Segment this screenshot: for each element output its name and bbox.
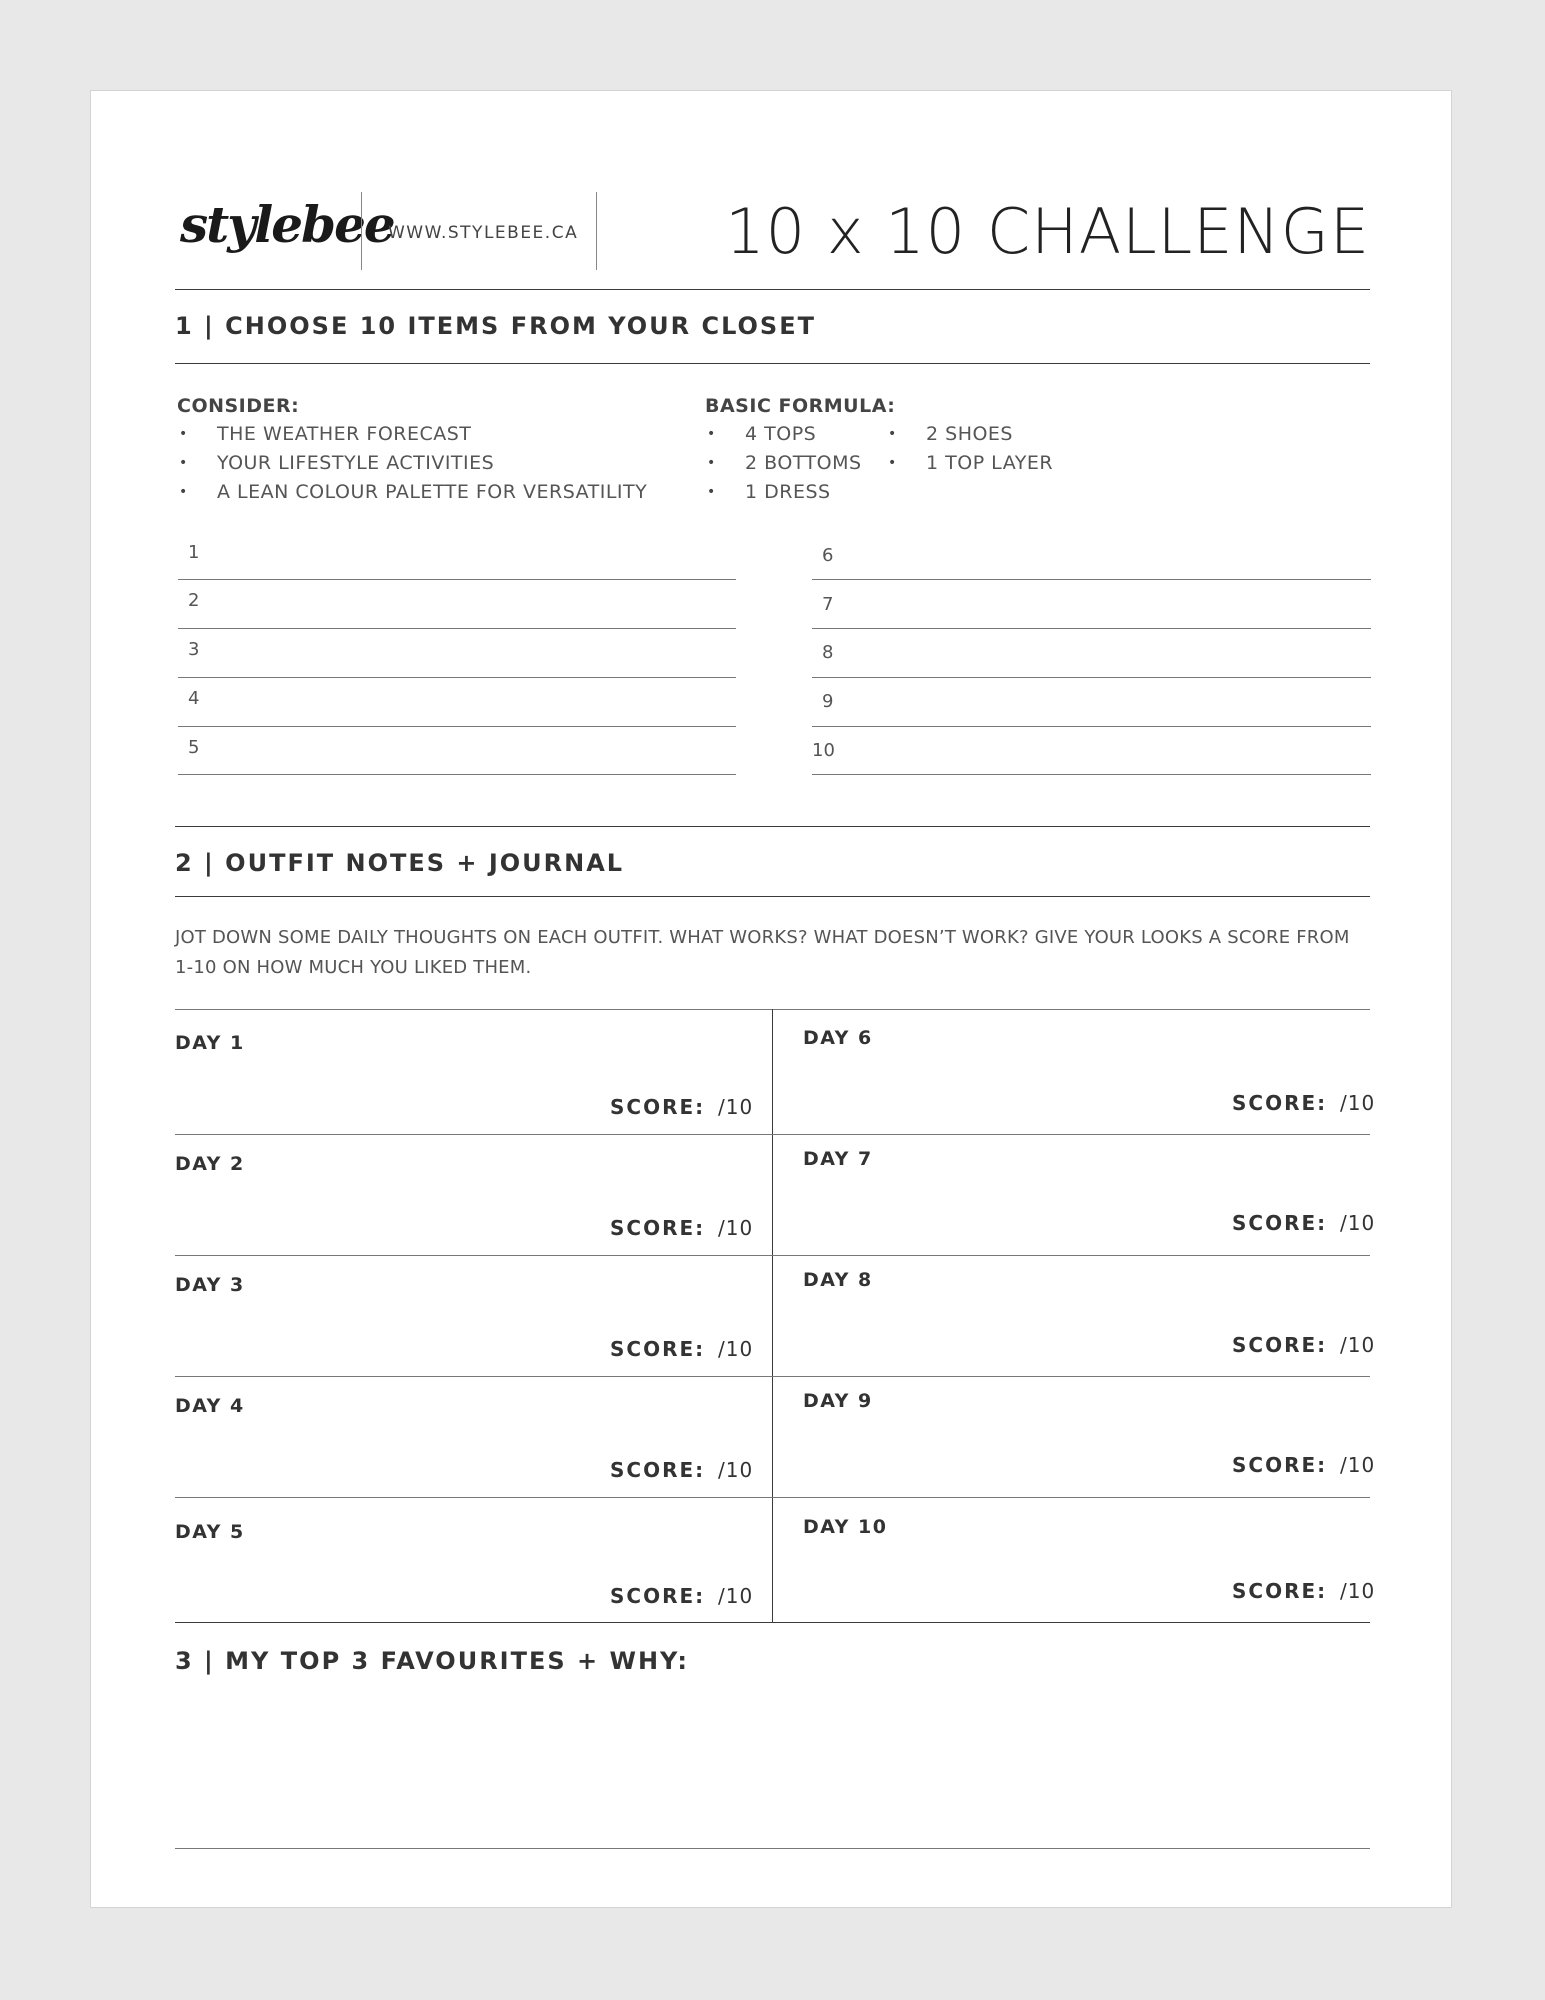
item-line-10[interactable] [812, 774, 1371, 775]
item-number: 8 [822, 642, 834, 663]
section-2-top-rule [175, 826, 1370, 827]
list-item: • 1 DRESS [705, 478, 862, 507]
section-1-title: 1 | CHOOSE 10 ITEMS FROM YOUR CLOSET [175, 312, 816, 340]
score-denominator: /10 [1340, 1211, 1376, 1235]
section-2-description: JOT DOWN SOME DAILY THOUGHTS ON EACH OUTFIT. WHAT WORKS? WHAT DOESN’T WORK? GIVE YOUR LOOKS A SCORE FROM 1-10 ON HOW MUCH YOU LIKED THEM. [175, 927, 1350, 978]
day-separator [175, 1497, 772, 1498]
score-denominator: /10 [1340, 1091, 1376, 1115]
score-denominator: /10 [718, 1216, 754, 1240]
favourites-line[interactable] [175, 1848, 1370, 1849]
item-line-1[interactable] [178, 579, 736, 580]
item-number: 9 [822, 691, 834, 712]
score-denominator: /10 [1340, 1333, 1376, 1357]
url-divider [596, 192, 597, 270]
score-label: SCORE: [610, 1095, 706, 1119]
consider-label: CONSIDER: [177, 395, 300, 417]
page-title: 10 x 10 CHALLENGE [725, 195, 1370, 268]
item-line-2[interactable] [178, 628, 736, 629]
list-item: • 4 TOPS [705, 420, 862, 449]
item-line-8[interactable] [812, 677, 1371, 678]
item-number: 3 [188, 639, 200, 660]
score-label: SCORE: [610, 1458, 706, 1482]
day-separator [772, 1134, 1370, 1135]
score-label: SCORE: [610, 1337, 706, 1361]
day-label: DAY 4 [175, 1395, 245, 1417]
score-denominator: /10 [1340, 1453, 1376, 1477]
formula-list-1 [705, 420, 862, 507]
score-denominator: /10 [718, 1095, 754, 1119]
list-item: • THE WEATHER FORECAST [177, 420, 647, 449]
item-number: 5 [188, 737, 200, 758]
day-separator [772, 1255, 1370, 1256]
score-denominator: /10 [1340, 1579, 1376, 1603]
item-line-9[interactable] [812, 726, 1371, 727]
list-item: • A LEAN COLOUR PALETTE FOR VERSATILITY [177, 478, 647, 507]
item-number: 10 [812, 740, 835, 761]
day-label: DAY 7 [803, 1148, 873, 1170]
item-number: 6 [822, 545, 834, 566]
score-label: SCORE: [610, 1216, 706, 1240]
day-separator [175, 1255, 772, 1256]
day-label: DAY 6 [803, 1027, 873, 1049]
consider-list [177, 420, 647, 507]
score-denominator: /10 [718, 1584, 754, 1608]
day-separator [175, 1134, 772, 1135]
day-separator [772, 1497, 1370, 1498]
item-number: 4 [188, 688, 200, 709]
score-label: SCORE: [1232, 1453, 1328, 1477]
stylebee-logo: stylebee [180, 195, 394, 254]
score-label: SCORE: [1232, 1091, 1328, 1115]
logo-divider [361, 192, 362, 270]
website-url[interactable]: WWW.STYLEBEE.CA [388, 223, 579, 243]
score-label: SCORE: [1232, 1211, 1328, 1235]
item-line-4[interactable] [178, 726, 736, 727]
list-item: • 2 BOTTOMS [705, 449, 862, 478]
day-label: DAY 2 [175, 1153, 245, 1175]
score-label: SCORE: [610, 1584, 706, 1608]
section-3-title: 3 | MY TOP 3 FAVOURITES + WHY: [175, 1647, 689, 1675]
item-line-3[interactable] [178, 677, 736, 678]
list-item: • 1 TOP LAYER [886, 449, 1053, 478]
item-number: 7 [822, 594, 834, 615]
formula-list-2 [886, 420, 1053, 478]
day-label: DAY 1 [175, 1032, 245, 1054]
list-item: • YOUR LIFESTYLE ACTIVITIES [177, 449, 647, 478]
journal-column-divider [772, 1009, 773, 1622]
item-line-7[interactable] [812, 628, 1371, 629]
score-label: SCORE: [1232, 1333, 1328, 1357]
score-denominator: /10 [718, 1337, 754, 1361]
journal-bottom-rule [175, 1622, 1370, 1623]
header-rule [175, 289, 1370, 290]
day-label: DAY 10 [803, 1516, 888, 1538]
score-denominator: /10 [718, 1458, 754, 1482]
day-separator [175, 1376, 772, 1377]
score-label: SCORE: [1232, 1579, 1328, 1603]
day-separator [772, 1376, 1370, 1377]
formula-label: BASIC FORMULA: [705, 395, 896, 417]
list-item: • 2 SHOES [886, 420, 1053, 449]
day-label: DAY 9 [803, 1390, 873, 1412]
section-2-title: 2 | OUTFIT NOTES + JOURNAL [175, 849, 625, 877]
section-1-rule [175, 363, 1370, 364]
item-line-5[interactable] [178, 774, 736, 775]
item-line-6[interactable] [812, 579, 1371, 580]
item-number: 1 [188, 542, 200, 563]
day-label: DAY 3 [175, 1274, 245, 1296]
section-2-rule [175, 896, 1370, 897]
day-label: DAY 8 [803, 1269, 873, 1291]
day-label: DAY 5 [175, 1521, 245, 1543]
item-number: 2 [188, 590, 200, 611]
